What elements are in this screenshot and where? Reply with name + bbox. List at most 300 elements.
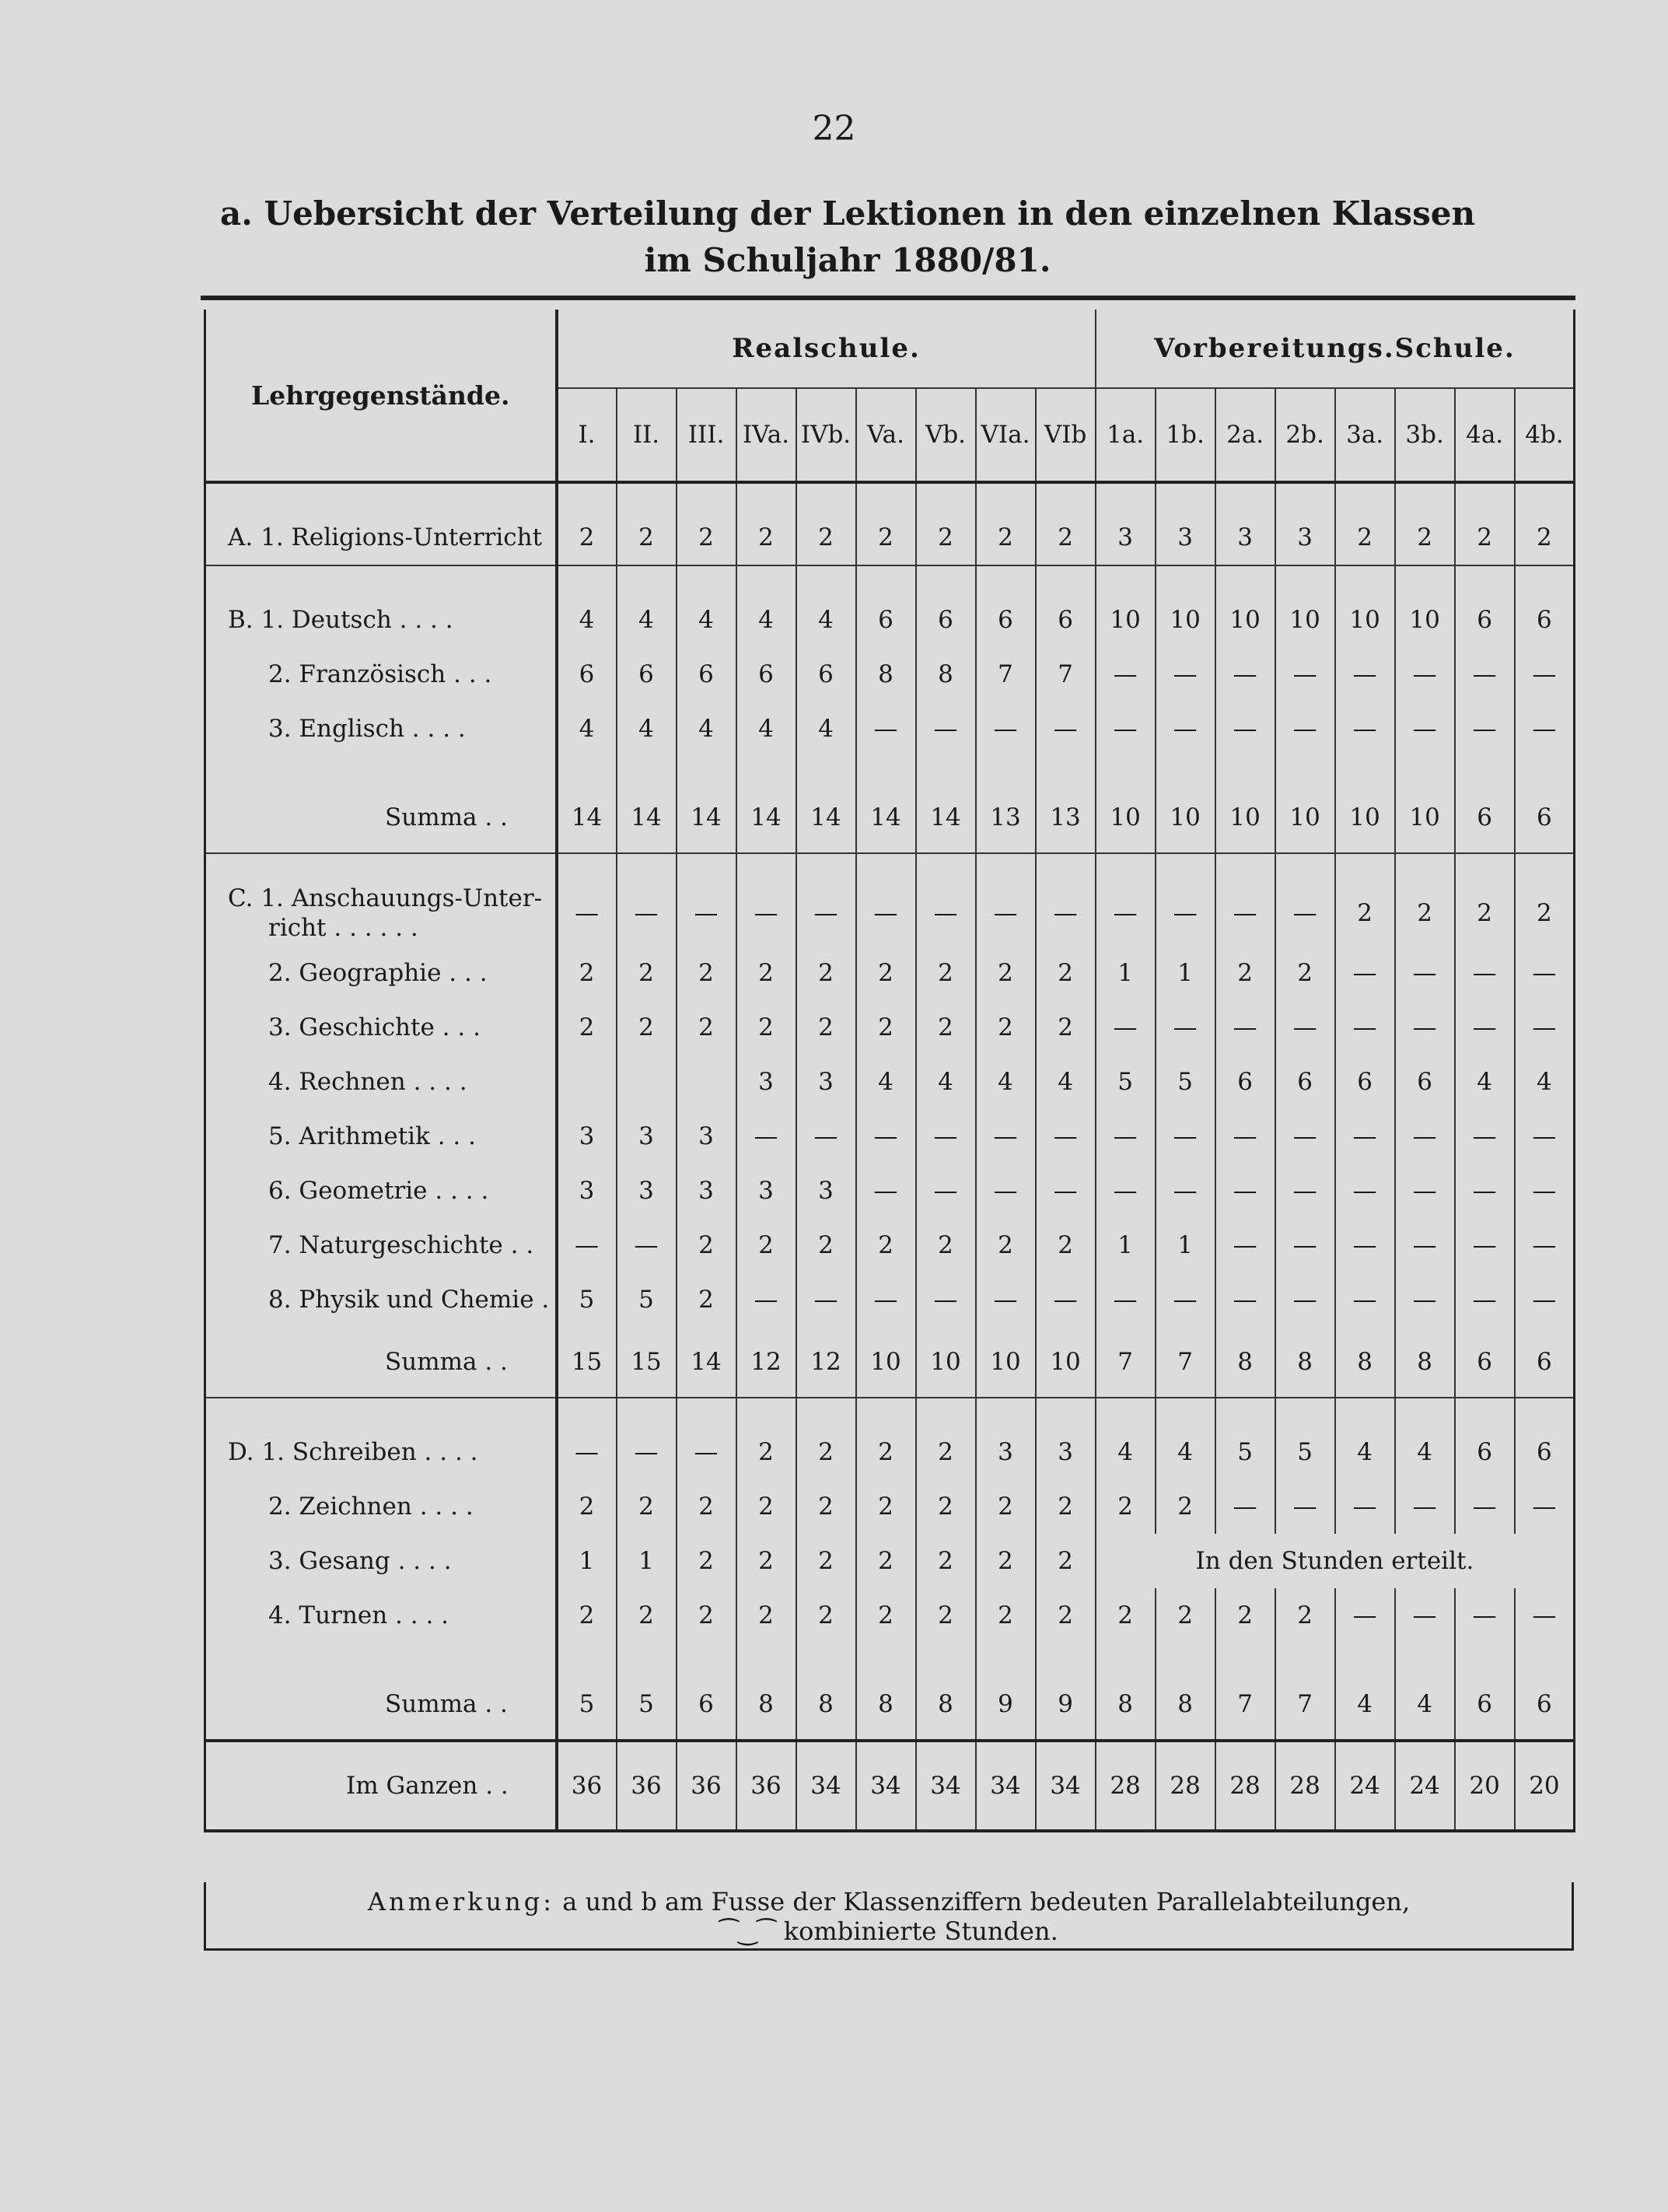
value-cell: 4 (1096, 1425, 1156, 1479)
value-cell: — (916, 1164, 976, 1218)
value-cell: 7 (976, 647, 1036, 702)
value-cell: 2 (617, 1000, 677, 1055)
value-cell: 2 (856, 1218, 916, 1272)
value-cell: 8 (1215, 1327, 1275, 1398)
value-cell: 2 (1036, 1534, 1096, 1588)
value-cell: 4 (677, 702, 736, 756)
value-cell: — (1455, 702, 1515, 756)
value-cell: 2 (1215, 1588, 1275, 1643)
value-cell: 2 (677, 1272, 736, 1327)
value-cell: 8 (796, 1669, 856, 1741)
subject-cell (205, 1055, 557, 1109)
spacer-cell (677, 853, 736, 880)
class-header: II. (617, 388, 677, 482)
page-number: 22 (812, 109, 856, 149)
spacer-cell (1275, 1398, 1335, 1425)
value-cell: 13 (976, 782, 1036, 853)
value-cell: 2 (736, 1000, 796, 1055)
value-cell: — (1036, 702, 1096, 756)
value-cell: 6 (1455, 1327, 1515, 1398)
value-cell: 4 (856, 1055, 916, 1109)
class-header: VIb (1036, 388, 1096, 482)
value-cell: 5 (1096, 1055, 1156, 1109)
spacer-cell (856, 1643, 916, 1669)
value-cell: — (1455, 1164, 1515, 1218)
value-cell: 2 (916, 1218, 976, 1272)
value-cell: 10 (1036, 1327, 1096, 1398)
subject-cell (205, 880, 557, 946)
subject-cell (205, 1588, 557, 1643)
spacer-cell (677, 1398, 736, 1425)
value-cell: — (1395, 1000, 1455, 1055)
value-cell: 4 (796, 702, 856, 756)
value-cell: 6 (916, 593, 976, 647)
value-cell: 2 (736, 1425, 796, 1479)
value-cell: 6 (1455, 782, 1515, 853)
value-cell: 14 (916, 782, 976, 853)
value-cell: — (1156, 1272, 1215, 1327)
spacer-cell (1515, 853, 1575, 880)
value-cell: — (1036, 880, 1096, 946)
value-cell: 8 (1335, 1327, 1395, 1398)
table-row (205, 946, 1575, 1000)
tilde-symbol: ⁀‿⁀ (719, 1919, 776, 1946)
table-row (205, 1000, 1575, 1055)
spacer-cell (856, 482, 916, 510)
title-line-2: im Schuljahr 1880/81. (644, 241, 1051, 279)
spacer-cell (617, 1398, 677, 1425)
value-cell: 1 (1156, 1218, 1215, 1272)
value-cell: 2 (916, 946, 976, 1000)
spacer-cell (976, 1643, 1036, 1669)
value-cell: — (1156, 647, 1215, 702)
value-cell: 14 (677, 1327, 736, 1398)
spacer-cell (1036, 482, 1096, 510)
value-cell: 2 (617, 946, 677, 1000)
table-row (205, 782, 1575, 853)
value-cell: 10 (1156, 593, 1215, 647)
value-cell: — (1455, 1272, 1515, 1327)
spacer-cell (1215, 1398, 1275, 1425)
subject-label: Summa . . (385, 803, 508, 831)
value-cell: — (1156, 1164, 1215, 1218)
value-cell: 20 (1455, 1741, 1515, 1831)
value-cell: — (976, 1272, 1036, 1327)
class-header: 4b. (1515, 388, 1575, 482)
value-cell: — (916, 1109, 976, 1164)
spacer-cell (916, 1398, 976, 1425)
value-cell: 10 (1395, 593, 1455, 647)
value-cell: 3 (677, 1109, 736, 1164)
table-row (205, 1218, 1575, 1272)
value-cell: 12 (796, 1327, 856, 1398)
subject-label: Summa . . (385, 1690, 508, 1718)
value-cell: 14 (677, 782, 736, 853)
subject-cell (205, 1534, 557, 1588)
spacer-cell (1455, 756, 1515, 782)
value-cell: 6 (617, 647, 677, 702)
spacer-row (205, 565, 1575, 593)
spacer-cell (736, 756, 796, 782)
value-cell: 2 (916, 1000, 976, 1055)
value-cell: — (1275, 1000, 1335, 1055)
value-cell: 5 (1215, 1425, 1275, 1479)
value-cell: — (1156, 1109, 1215, 1164)
class-header: IVa. (736, 388, 796, 482)
value-cell: 8 (1156, 1669, 1215, 1741)
value-cell: 10 (1275, 782, 1335, 853)
value-cell: 36 (557, 1741, 617, 1831)
value-cell: 2 (677, 946, 736, 1000)
value-cell: 5 (557, 1272, 617, 1327)
value-cell: 6 (796, 647, 856, 702)
value-cell: 6 (1515, 1327, 1575, 1398)
value-cell: 7 (1156, 1327, 1215, 1398)
subjects-header: Lehrgegenstände. (205, 310, 557, 482)
value-cell: 8 (856, 647, 916, 702)
value-cell: 2 (796, 1534, 856, 1588)
spacer-row (205, 853, 1575, 880)
value-cell: 6 (1455, 593, 1515, 647)
value-cell: 15 (557, 1327, 617, 1398)
spacer-cell (1335, 853, 1395, 880)
value-cell: 34 (976, 1741, 1036, 1831)
value-cell: — (1515, 647, 1575, 702)
value-cell: 6 (677, 647, 736, 702)
spacer-cell (677, 482, 736, 510)
lessons-table (204, 310, 1575, 1832)
value-cell: 3 (976, 1425, 1036, 1479)
value-cell (677, 1055, 736, 1109)
spacer-cell (677, 565, 736, 593)
value-cell: — (856, 880, 916, 946)
value-cell: 5 (557, 1669, 617, 1741)
value-cell: — (976, 1164, 1036, 1218)
spacer-cell (916, 853, 976, 880)
value-cell: 5 (1275, 1425, 1335, 1479)
spacer-cell (1515, 482, 1575, 510)
subject-cell (205, 1109, 557, 1164)
value-cell: 2 (1395, 510, 1455, 565)
value-cell: — (1515, 1164, 1575, 1218)
value-cell (617, 1055, 677, 1109)
spacer-cell (557, 1398, 617, 1425)
value-cell: 2 (1156, 1588, 1215, 1643)
value-cell: — (1395, 1164, 1455, 1218)
value-cell: 2 (976, 510, 1036, 565)
spacer-cell (205, 1643, 557, 1669)
value-cell: 3 (1275, 510, 1335, 565)
spacer-cell (1455, 565, 1515, 593)
value-cell: — (1395, 1218, 1455, 1272)
value-cell: — (1275, 1109, 1335, 1164)
spacer-cell (1335, 482, 1395, 510)
value-cell: — (1515, 1109, 1575, 1164)
spacer-row (205, 1398, 1575, 1425)
spacer-cell (1096, 1643, 1156, 1669)
value-cell: — (1515, 1479, 1575, 1534)
table-row (205, 593, 1575, 647)
value-cell: 2 (736, 1218, 796, 1272)
subject-label: A. 1. Religions-Unterricht (228, 523, 543, 551)
subject-cell (205, 1327, 557, 1398)
subject-cell (205, 1272, 557, 1327)
value-cell: — (557, 1425, 617, 1479)
value-cell: — (1215, 1272, 1275, 1327)
value-cell: — (736, 1109, 796, 1164)
spacer-cell (736, 853, 796, 880)
spacer-cell (205, 1398, 557, 1425)
value-cell: 8 (916, 647, 976, 702)
class-header: 1a. (1096, 388, 1156, 482)
spacer-cell (796, 1398, 856, 1425)
value-cell: — (1275, 880, 1335, 946)
spacer-cell (1215, 482, 1275, 510)
value-cell: — (856, 1164, 916, 1218)
spacer-cell (617, 756, 677, 782)
spacer-cell (916, 756, 976, 782)
value-cell: — (1215, 880, 1275, 946)
value-cell: 24 (1395, 1741, 1455, 1831)
spacer-cell (1515, 1398, 1575, 1425)
value-cell: 3 (677, 1164, 736, 1218)
value-cell: 10 (1096, 593, 1156, 647)
value-cell: 2 (1096, 1479, 1156, 1534)
spacer-cell (1275, 853, 1335, 880)
value-cell: 6 (1215, 1055, 1275, 1109)
value-cell: — (1335, 647, 1395, 702)
value-cell: 10 (1335, 593, 1395, 647)
value-cell: 2 (1335, 880, 1395, 946)
spacer-cell (205, 853, 557, 880)
spacer-cell (976, 853, 1036, 880)
spacer-cell (1036, 1398, 1096, 1425)
value-cell: 2 (1156, 1479, 1215, 1534)
value-cell: — (1455, 1588, 1515, 1643)
subject-cell (205, 593, 557, 647)
class-header: Va. (856, 388, 916, 482)
spacer-cell (1156, 565, 1215, 593)
spacer-cell (1156, 482, 1215, 510)
realschule-header: Realschule. (557, 310, 1096, 388)
value-cell: 3 (736, 1055, 796, 1109)
value-cell: 2 (796, 1218, 856, 1272)
value-cell: 2 (736, 1479, 796, 1534)
subject-cell (205, 510, 557, 565)
value-cell: 8 (1096, 1669, 1156, 1741)
spacer-cell (205, 565, 557, 593)
value-cell: 6 (1455, 1425, 1515, 1479)
value-cell: — (1455, 1000, 1515, 1055)
value-cell: 6 (976, 593, 1036, 647)
value-cell: 6 (856, 593, 916, 647)
value-cell: — (677, 880, 736, 946)
spacer-cell (796, 565, 856, 593)
value-cell: 10 (1335, 782, 1395, 853)
spacer-cell (796, 1643, 856, 1669)
subject-cell (205, 1164, 557, 1218)
spacer-row (205, 482, 1575, 510)
value-cell: 2 (736, 510, 796, 565)
table-row (205, 1741, 1575, 1831)
subject-label: 5. Arithmetik . . . (268, 1122, 476, 1150)
spacer-cell (916, 482, 976, 510)
spacer-cell (1275, 756, 1335, 782)
value-cell: — (1335, 1109, 1395, 1164)
value-cell: 2 (677, 1479, 736, 1534)
class-header: 1b. (1156, 388, 1215, 482)
value-cell: — (1096, 647, 1156, 702)
value-cell: 4 (557, 702, 617, 756)
value-cell: — (1335, 1588, 1395, 1643)
value-cell: — (617, 880, 677, 946)
value-cell: 6 (1515, 782, 1575, 853)
value-cell: — (1395, 946, 1455, 1000)
subject-cell (205, 1741, 557, 1831)
spacer-cell (976, 482, 1036, 510)
value-cell: 2 (856, 510, 916, 565)
value-cell: — (617, 1425, 677, 1479)
spacer-cell (736, 482, 796, 510)
subject-cell (205, 1479, 557, 1534)
value-cell: — (1156, 880, 1215, 946)
value-cell: — (1156, 702, 1215, 756)
spacer-cell (1215, 1643, 1275, 1669)
value-cell: — (1335, 1218, 1395, 1272)
value-cell: — (1395, 647, 1455, 702)
value-cell: — (1215, 1218, 1275, 1272)
spacer-cell (1335, 1398, 1395, 1425)
top-rule (201, 296, 1575, 300)
spacer-cell (1215, 853, 1275, 880)
value-cell: 2 (796, 1588, 856, 1643)
value-cell: — (617, 1218, 677, 1272)
value-cell: 2 (677, 1218, 736, 1272)
value-cell: — (1275, 1479, 1335, 1534)
subject-label: 2. Geographie . . . (268, 959, 488, 987)
value-cell: 2 (976, 1218, 1036, 1272)
value-cell: 2 (916, 1479, 976, 1534)
value-cell: 10 (856, 1327, 916, 1398)
spacer-cell (1395, 482, 1455, 510)
table-body (205, 482, 1575, 1831)
footnote-line-2 (206, 1916, 1572, 1948)
spacer-cell (617, 482, 677, 510)
value-cell: 6 (1515, 593, 1575, 647)
value-cell: — (1455, 1479, 1515, 1534)
value-cell: — (1335, 946, 1395, 1000)
value-cell: — (976, 702, 1036, 756)
spacer-cell (1156, 1398, 1215, 1425)
subject-cell (205, 702, 557, 756)
value-cell: — (1215, 1479, 1275, 1534)
spacer-cell (677, 756, 736, 782)
value-cell: — (1275, 647, 1335, 702)
value-cell: — (1455, 1218, 1515, 1272)
spacer-cell (677, 1643, 736, 1669)
spacer-cell (796, 853, 856, 880)
value-cell (557, 1055, 617, 1109)
value-cell: 2 (1515, 880, 1575, 946)
value-cell: 1 (1156, 946, 1215, 1000)
value-cell: 3 (796, 1055, 856, 1109)
value-cell: 6 (1515, 1425, 1575, 1479)
value-cell: 2 (1036, 1479, 1096, 1534)
value-cell: 3 (617, 1109, 677, 1164)
spacer-cell (1395, 1643, 1455, 1669)
class-header: 4a. (1455, 388, 1515, 482)
value-cell: 2 (617, 510, 677, 565)
value-cell: — (1036, 1164, 1096, 1218)
value-cell: 2 (677, 1588, 736, 1643)
subject-label: C. 1. Anschauungs-Unter- (228, 884, 543, 912)
value-cell: — (736, 880, 796, 946)
subject-label-continued: richt . . . . . . (268, 914, 418, 942)
value-cell: 2 (617, 1479, 677, 1534)
value-cell: 20 (1515, 1741, 1575, 1831)
value-cell: 2 (1275, 1588, 1335, 1643)
value-cell: 4 (617, 702, 677, 756)
spacer-cell (1096, 853, 1156, 880)
spacer-cell (1335, 1643, 1395, 1669)
table-row (205, 1479, 1575, 1534)
value-cell: — (1275, 1218, 1335, 1272)
merged-note-cell: In den Stunden erteilt. (1096, 1534, 1575, 1588)
value-cell: — (1395, 702, 1455, 756)
class-header: 2a. (1215, 388, 1275, 482)
spacer-cell (1395, 853, 1455, 880)
value-cell: — (1515, 946, 1575, 1000)
spacer-cell (1455, 853, 1515, 880)
value-cell: — (796, 1272, 856, 1327)
value-cell: — (1096, 880, 1156, 946)
table-row (205, 1534, 1575, 1588)
value-cell: — (1215, 1164, 1275, 1218)
value-cell: — (557, 880, 617, 946)
value-cell: 4 (617, 593, 677, 647)
value-cell: — (1395, 1272, 1455, 1327)
value-cell: — (1215, 702, 1275, 756)
value-cell: — (1335, 702, 1395, 756)
spacer-cell (1455, 1398, 1515, 1425)
value-cell: — (916, 880, 976, 946)
value-cell: 2 (796, 1000, 856, 1055)
value-cell: 4 (1335, 1669, 1395, 1741)
value-cell: — (1335, 1000, 1395, 1055)
value-cell: 10 (916, 1327, 976, 1398)
value-cell: 2 (1096, 1588, 1156, 1643)
value-cell: 4 (916, 1055, 976, 1109)
spacer-cell (205, 482, 557, 510)
value-cell: 36 (617, 1741, 677, 1831)
table-row (205, 1588, 1575, 1643)
spacer-cell (976, 565, 1036, 593)
spacer-cell (736, 1643, 796, 1669)
spacer-cell (1096, 482, 1156, 510)
spacer-cell (1036, 853, 1096, 880)
value-cell: 14 (856, 782, 916, 853)
value-cell: 2 (916, 510, 976, 565)
spacer-cell (856, 1398, 916, 1425)
value-cell: — (1515, 1218, 1575, 1272)
value-cell: 3 (1096, 510, 1156, 565)
value-cell: 8 (1395, 1327, 1455, 1398)
value-cell: 5 (617, 1272, 677, 1327)
value-cell: — (1515, 1000, 1575, 1055)
spacer-cell (916, 1643, 976, 1669)
value-cell: 2 (976, 1534, 1036, 1588)
class-header: VIa. (976, 388, 1036, 482)
